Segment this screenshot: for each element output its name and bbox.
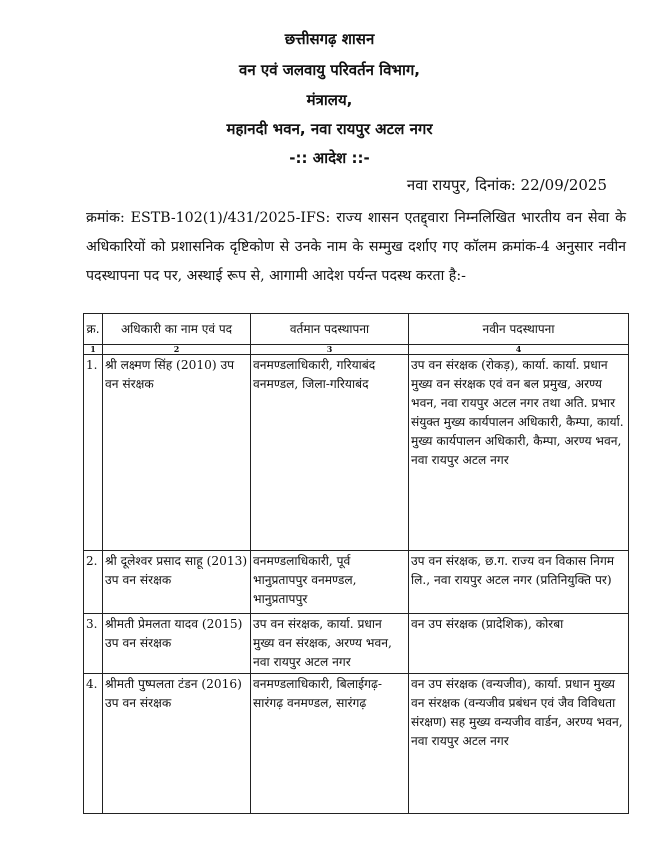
table-row	[84, 355, 629, 551]
current-posting: उप वन संरक्षक, कार्या. प्रधान मुख्य वन संरक्षक, अरण्य भवन, नवा रायपुर अटल नगर	[251, 614, 409, 674]
officer-name: श्रीमती पुष्पलता टंडन (2016) उप वन संरक्षक	[103, 674, 251, 814]
table-header-row	[84, 314, 629, 345]
order-title: -:: आदेश ::-	[289, 149, 370, 167]
new-posting: उप वन संरक्षक, छ.ग. राज्य वन विकास निगम लि., नवा रायपुर अटल नगर (प्रतिनियुक्ति पर)	[409, 551, 629, 614]
row-sno: 3.	[84, 614, 103, 674]
officer-name: श्रीमती प्रेमलता यादव (2015) उप वन संरक्षक	[103, 614, 251, 674]
posting-table	[83, 313, 629, 814]
officer-name: श्री दूलेश्वर प्रसाद साहू (2013) उप वन संरक्षक	[103, 551, 251, 614]
header-current-posting: वर्तमान पदस्थापना	[251, 314, 409, 345]
govt-name: छत्तीसगढ़ शासन	[284, 30, 375, 48]
col-number: 3	[251, 345, 409, 355]
table-row	[84, 674, 629, 814]
table-row	[84, 551, 629, 614]
officer-name: श्री लक्ष्मण सिंह (2010) उप वन संरक्षक	[103, 355, 251, 551]
department-name: वन एवं जलवायु परिवर्तन विभाग,	[239, 61, 420, 79]
new-posting: वन उप संरक्षक (वन्यजीव), कार्या. प्रधान मुख्य वन संरक्षक (वन्यजीव प्रबंधन एवं जैव विविधता संरक्षण) सह मुख्य वन्यजीव वार्डन, अरण्य भवन, नवा रायपुर अटल नगर	[409, 674, 629, 814]
column-number-row	[84, 345, 629, 355]
order-date: नवा रायपुर, दिनांक: 22/09/2025	[406, 176, 607, 194]
current-posting: वनमण्डलाधिकारी, बिलाईगढ़-सारंगढ़ वनमण्डल, सारंगढ़	[251, 674, 409, 814]
header-new-posting: नवीन पदस्थापना	[409, 314, 629, 345]
col-number: 2	[103, 345, 251, 355]
new-posting: वन उप संरक्षक (प्रादेशिक), कोरबा	[409, 614, 629, 674]
col-number: 4	[409, 345, 629, 355]
row-sno: 1.	[84, 355, 103, 551]
header-officer: अधिकारी का नाम एवं पद	[103, 314, 251, 345]
col-number: 1	[84, 345, 103, 355]
current-posting: वनमण्डलाधिकारी, गरियाबंद वनमण्डल, जिला-गरियाबंद	[251, 355, 409, 551]
address-line: महानदी भवन, नवा रायपुर अटल नगर	[226, 120, 433, 138]
ministry-line: मंत्रालय,	[306, 91, 353, 109]
table-row	[84, 614, 629, 674]
new-posting: उप वन संरक्षक (रोकड़), कार्या. कार्या. प्रधान मुख्य वन संरक्षक एवं वन बल प्रमुख, अरण्य भवन, नवा रायपुर अटल नगर तथा अति. प्रभार संयुक्त मुख्य कार्यपालन अधिकारी, कैम्पा, कार्या. मुख्य कार्यपालन अधिकारी, कैम्पा, अरण्य भवन, नवा रायपुर अटल नगर	[409, 355, 629, 551]
current-posting: वनमण्डलाधिकारी, पूर्व भानुप्रतापपुर वनमण्डल, भानुप्रतापपुर	[251, 551, 409, 614]
row-sno: 4.	[84, 674, 103, 814]
order-paragraph: क्रमांक: ESTB-102(1)/431/2025-IFS: राज्य शासन एतद्द्वारा निम्नलिखित भारतीय वन सेवा के अधिकारियों को प्रशासनिक दृष्टिकोण से उनके नाम के सम्मुख दर्शाए गए कॉलम क्रमांक-4 अनुसार नवीन पदस्थापना पद पर, अस्थाई रूप से, आगामी आदेश पर्यन्त पदस्थ करता है:-	[86, 210, 626, 284]
row-sno: 2.	[84, 551, 103, 614]
header-sno: क्र.	[84, 314, 103, 345]
